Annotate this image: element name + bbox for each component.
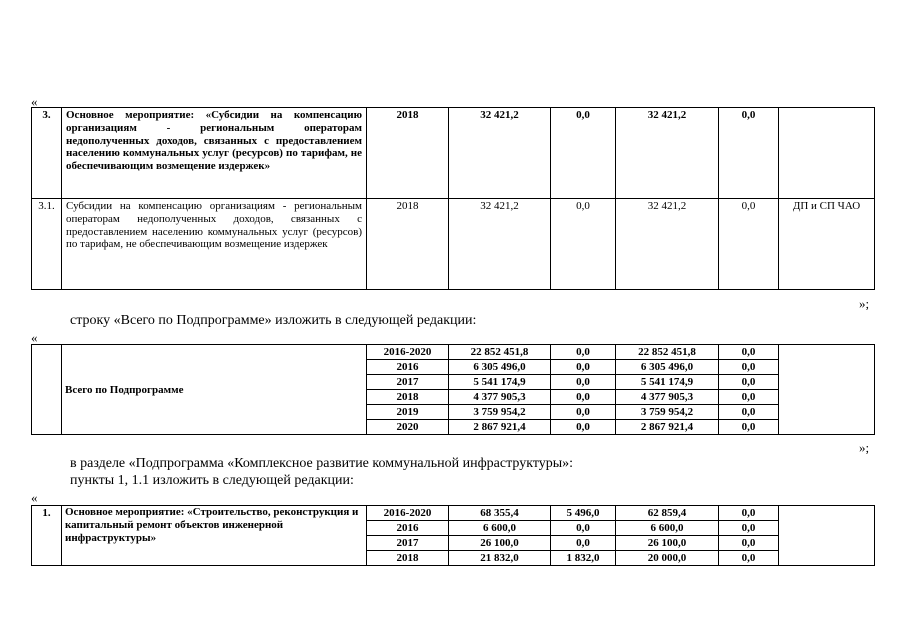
budget-cell-1: 0,0 — [551, 108, 616, 199]
close-quote: »; — [859, 440, 870, 455]
measure-name: Субсидии на компенсацию организациям - региональным операторам недополученных доходов, связанных с предоставлением населению коммунальных услуг (ресурсов) по тарифам, не обеспечивающим возмещение издержек — [62, 199, 367, 290]
budget-cell-1: 0,0 — [551, 345, 616, 360]
year-cell: 2016 — [367, 360, 449, 375]
instruction-text: строку «Всего по Подпрограмме» изложить в следующей редакции: — [70, 313, 477, 328]
table-row — [32, 199, 875, 290]
year-cell: 2018 — [367, 390, 449, 405]
table-row — [32, 506, 875, 521]
table-subprogram-total — [31, 344, 875, 435]
budget-cell-1: 5 496,0 — [551, 506, 616, 521]
total-cell: 6 305 496,0 — [449, 360, 551, 375]
total-cell: 3 759 954,2 — [449, 405, 551, 420]
open-quote: « — [31, 94, 38, 109]
instruction-text: пункты 1, 1.1 изложить в следующей редакции: — [70, 473, 354, 488]
table-infrastructure — [31, 505, 875, 566]
open-quote: « — [31, 330, 38, 345]
budget-cell-3: 0,0 — [719, 521, 779, 536]
total-cell: 5 541 174,9 — [449, 375, 551, 390]
total-cell: 32 421,2 — [449, 199, 551, 290]
budget-cell-3: 0,0 — [719, 390, 779, 405]
budget-cell-2: 32 421,2 — [616, 108, 719, 199]
measure-name: Основное мероприятие: «Строительство, реконструкция и капитальный ремонт объектов инженерной инфраструктуры» — [62, 506, 367, 566]
budget-cell-2: 22 852 451,8 — [616, 345, 719, 360]
total-cell: 26 100,0 — [449, 536, 551, 551]
budget-cell-2: 20 000,0 — [616, 551, 719, 566]
subprogram-total-label: Всего по Подпрограмме — [62, 345, 367, 435]
year-cell: 2017 — [367, 375, 449, 390]
total-cell: 4 377 905,3 — [449, 390, 551, 405]
budget-cell-3: 0,0 — [719, 108, 779, 199]
budget-cell-1: 0,0 — [551, 360, 616, 375]
open-quote: « — [31, 490, 38, 505]
budget-cell-1: 0,0 — [551, 420, 616, 435]
budget-cell-2: 2 867 921,4 — [616, 420, 719, 435]
budget-cell-3: 0,0 — [719, 375, 779, 390]
budget-cell-2: 4 377 905,3 — [616, 390, 719, 405]
year-cell: 2018 — [367, 551, 449, 566]
budget-cell-2: 62 859,4 — [616, 506, 719, 521]
row-number: 3.1. — [32, 199, 62, 290]
budget-cell-2: 3 759 954,2 — [616, 405, 719, 420]
row-number: 1. — [32, 506, 62, 566]
budget-cell-3: 0,0 — [719, 420, 779, 435]
budget-cell-3: 0,0 — [719, 199, 779, 290]
budget-cell-3: 0,0 — [719, 345, 779, 360]
budget-cell-1: 0,0 — [551, 405, 616, 420]
year-cell: 2016 — [367, 521, 449, 536]
total-cell: 6 600,0 — [449, 521, 551, 536]
budget-cell-2: 6 305 496,0 — [616, 360, 719, 375]
budget-cell-1: 1 832,0 — [551, 551, 616, 566]
row-number: 3. — [32, 108, 62, 199]
year-cell: 2016-2020 — [367, 345, 449, 360]
table-row — [32, 345, 875, 360]
year-cell: 2016-2020 — [367, 506, 449, 521]
budget-cell-3: 0,0 — [719, 551, 779, 566]
budget-cell-2: 32 421,2 — [616, 199, 719, 290]
total-cell: 22 852 451,8 — [449, 345, 551, 360]
close-quote: »; — [859, 296, 870, 311]
executor-cell — [779, 108, 875, 199]
budget-cell-1: 0,0 — [551, 375, 616, 390]
table-measure-3 — [31, 107, 875, 290]
year-cell: 2017 — [367, 536, 449, 551]
year-cell: 2020 — [367, 420, 449, 435]
year-cell: 2018 — [367, 199, 449, 290]
budget-cell-3: 0,0 — [719, 536, 779, 551]
budget-cell-2: 6 600,0 — [616, 521, 719, 536]
total-cell: 21 832,0 — [449, 551, 551, 566]
year-cell: 2019 — [367, 405, 449, 420]
total-cell: 68 355,4 — [449, 506, 551, 521]
year-cell: 2018 — [367, 108, 449, 199]
budget-cell-1: 0,0 — [551, 536, 616, 551]
executor-cell: ДП и СП ЧАО — [779, 199, 875, 290]
empty-number-cell — [32, 345, 62, 435]
empty-executor-cell — [779, 345, 875, 435]
total-cell: 32 421,2 — [449, 108, 551, 199]
instruction-text: в разделе «Подпрограмма «Комплексное развитие коммунальной инфраструктуры»: — [70, 456, 574, 471]
budget-cell-1: 0,0 — [551, 390, 616, 405]
budget-cell-3: 0,0 — [719, 360, 779, 375]
budget-cell-2: 26 100,0 — [616, 536, 719, 551]
budget-cell-2: 5 541 174,9 — [616, 375, 719, 390]
measure-name: Основное мероприятие: «Субсидии на компенсацию организациям - региональным операторам недополученных доходов, связанных с предоставлением населению коммунальных услуг (ресурсов) по тарифам, не обеспечивающим возмещение издержек» — [62, 108, 367, 199]
table-row — [32, 108, 875, 199]
empty-executor-cell — [779, 506, 875, 566]
budget-cell-3: 0,0 — [719, 506, 779, 521]
budget-cell-1: 0,0 — [551, 521, 616, 536]
total-cell: 2 867 921,4 — [449, 420, 551, 435]
budget-cell-3: 0,0 — [719, 405, 779, 420]
budget-cell-1: 0,0 — [551, 199, 616, 290]
